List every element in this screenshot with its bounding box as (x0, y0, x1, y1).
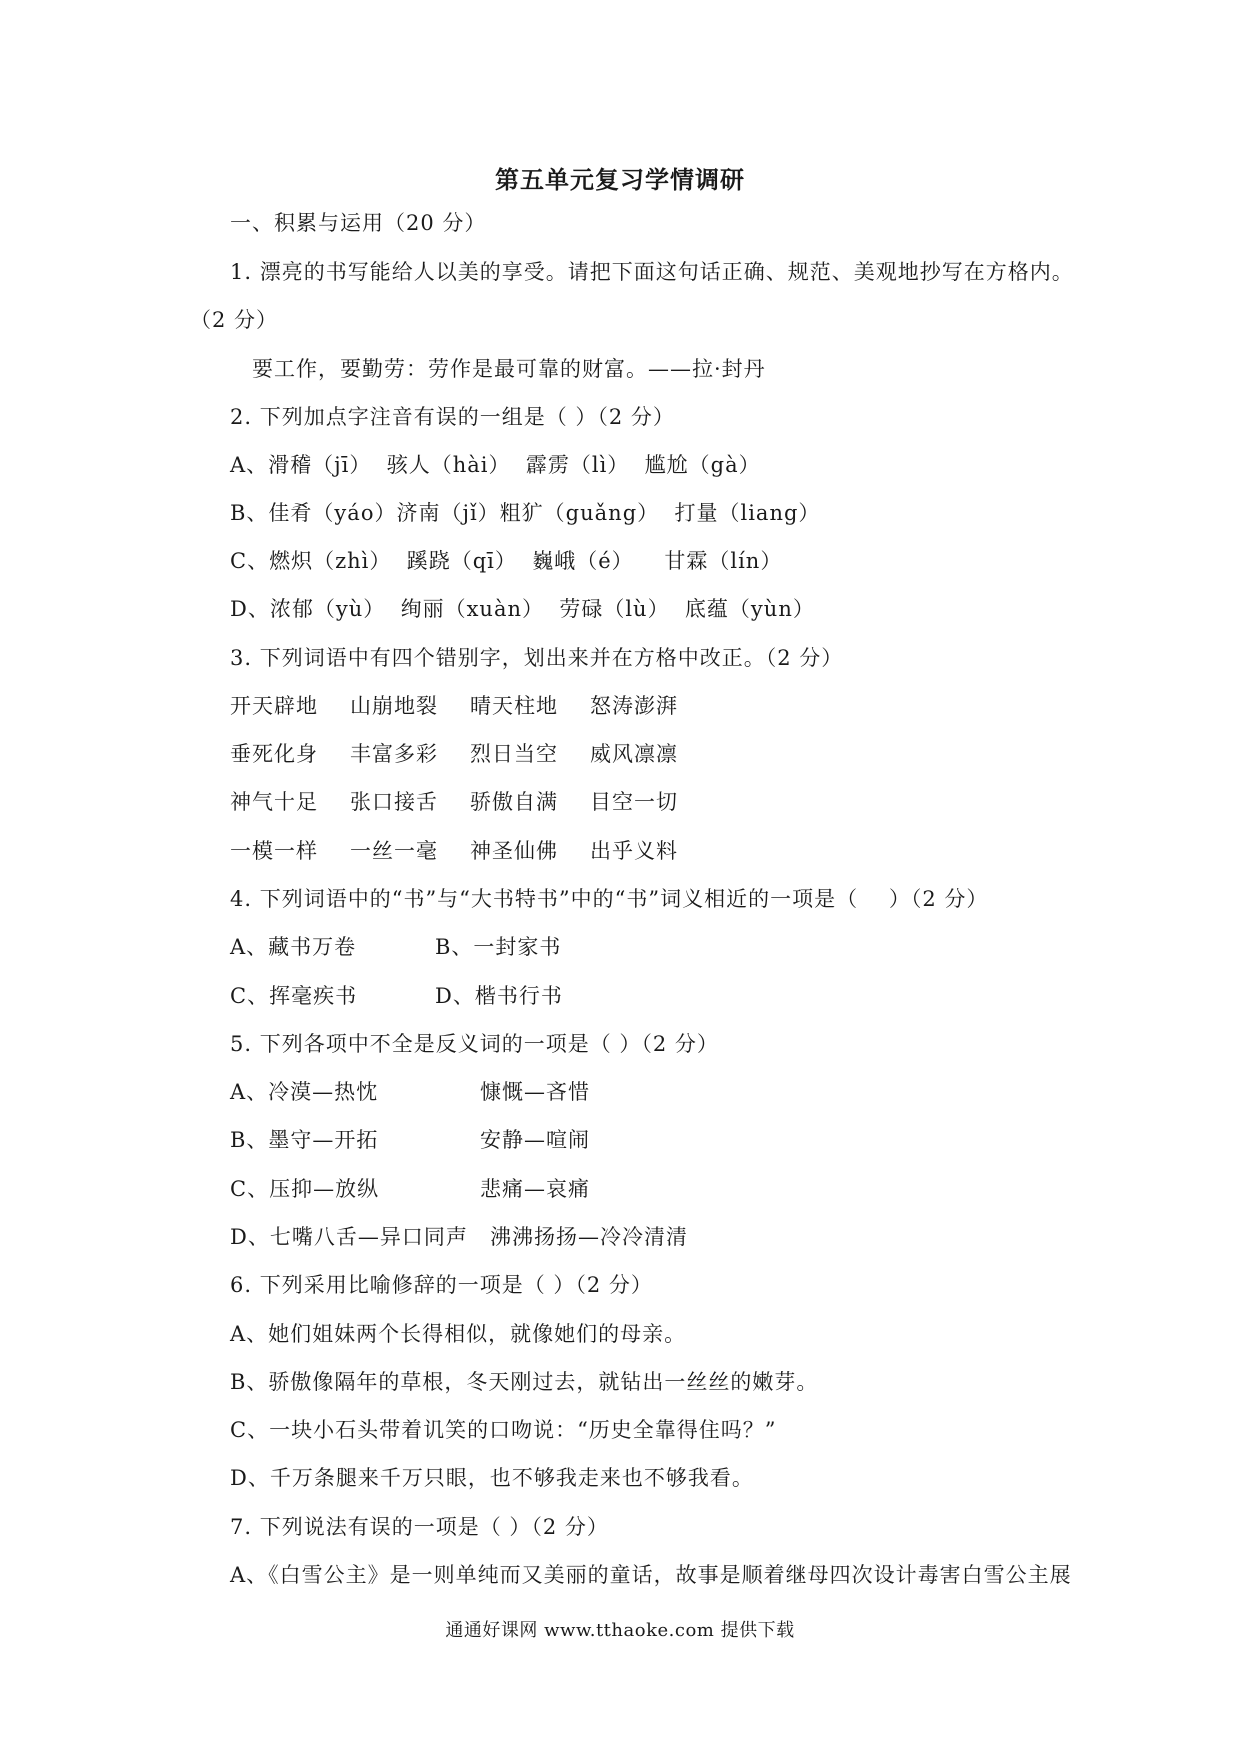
question-6-option-c: C、一块小石头带着讥笑的口吻说：“历史全靠得住吗？” (230, 1418, 777, 1442)
question-5-option-a-pair: 慷慨—吝惜 (480, 1080, 590, 1104)
question-6-option-a: A、她们姐妹两个长得相似，就像她们的母亲。 (230, 1322, 687, 1346)
question-6-option-d: D、千万条腿来千万只眼，也不够我走来也不够我看。 (230, 1466, 754, 1490)
question-2-option-a: A、滑稽（jī） 骇人（hài） 霹雳（lì） 尴尬（gà） (230, 453, 761, 477)
section-heading: 一、积累与运用（20 分） (230, 211, 487, 235)
word-cell: 开天辟地 (230, 694, 318, 718)
question-5-option-b-pair: 安静—喧闹 (480, 1128, 590, 1152)
question-4-stem: 4. 下列词语中的“书”与“大书特书”中的“书”词义相近的一项是（ ）（2 分） (230, 887, 989, 911)
question-2-option-d: D、浓郁（yù） 绚丽（xuàn） 劳碌（lù） 底蕴（yùn） (230, 597, 815, 621)
word-cell: 一丝一毫 (350, 839, 438, 863)
page-footer: 通通好课网 www.tthaoke.com 提供下载 (445, 1620, 795, 1641)
word-cell: 张口接舌 (350, 790, 438, 814)
question-3-stem: 3. 下列词语中有四个错别字，划出来并在方格中改正。（2 分） (230, 646, 844, 670)
question-7-option-a: A、《白雪公主》是一则单纯而又美丽的童话，故事是顺着继母四次设计毒害白雪公主展 (230, 1563, 1072, 1587)
word-cell: 晴天柱地 (470, 694, 558, 718)
word-cell: 威风凛凛 (590, 742, 678, 766)
question-5-option-d-pair: 沸沸扬扬—冷冷清清 (490, 1225, 688, 1249)
question-2-option-c: C、燃炽（zhì） 蹊跷（qī） 巍峨（é） 甘霖（lín） (230, 549, 783, 573)
word-cell: 一模一样 (230, 839, 318, 863)
question-4-option-c: C、挥毫疾书 (230, 984, 358, 1008)
word-cell: 神气十足 (230, 790, 318, 814)
word-cell: 骄傲自满 (470, 790, 558, 814)
question-1-quote: 要工作，要勤劳：劳作是最可靠的财富。——拉·封丹 (252, 357, 766, 381)
word-cell: 山崩地裂 (350, 694, 438, 718)
question-5-option-c: C、压抑—放纵 (230, 1177, 380, 1201)
question-6-stem: 6. 下列采用比喻修辞的一项是（ ）（2 分） (230, 1273, 653, 1297)
question-4-option-b: B、一封家书 (435, 935, 562, 959)
question-5-option-d: D、七嘴八舌—异口同声 (230, 1225, 468, 1249)
document-title: 第五单元复习学情调研 (495, 166, 745, 194)
question-6-option-b: B、骄傲像隔年的草根，冬天刚过去，就钻出一丝丝的嫩芽。 (230, 1370, 819, 1394)
question-4-option-d: D、楷书行书 (435, 984, 563, 1008)
question-1-stem: 1. 漂亮的书写能给人以美的享受。请把下面这句话正确、规范、美观地抄写在方格内。 (230, 260, 1074, 284)
word-cell: 怒涛澎湃 (590, 694, 678, 718)
word-cell: 垂死化身 (230, 742, 318, 766)
word-cell: 目空一切 (590, 790, 678, 814)
question-5-option-a: A、冷漠—热忱 (230, 1080, 379, 1104)
question-2-option-b: B、佳肴（yáo）济南（jǐ）粗犷（guǎng） 打量（liang） (230, 501, 821, 525)
question-7-stem: 7. 下列说法有误的一项是（ ）（2 分） (230, 1515, 609, 1539)
word-cell: 丰富多彩 (350, 742, 438, 766)
question-5-option-c-pair: 悲痛—哀痛 (480, 1177, 590, 1201)
question-5-option-b: B、墨守—开拓 (230, 1128, 379, 1152)
word-cell: 烈日当空 (470, 742, 558, 766)
question-5-stem: 5. 下列各项中不全是反义词的一项是（ ）（2 分） (230, 1032, 719, 1056)
word-cell: 神圣仙佛 (470, 839, 558, 863)
question-4-option-a: A、藏书万卷 (230, 935, 357, 959)
question-1-score: （2 分） (190, 308, 279, 332)
word-cell: 出乎义料 (590, 839, 678, 863)
question-2-stem: 2. 下列加点字注音有误的一组是（ ）（2 分） (230, 405, 675, 429)
